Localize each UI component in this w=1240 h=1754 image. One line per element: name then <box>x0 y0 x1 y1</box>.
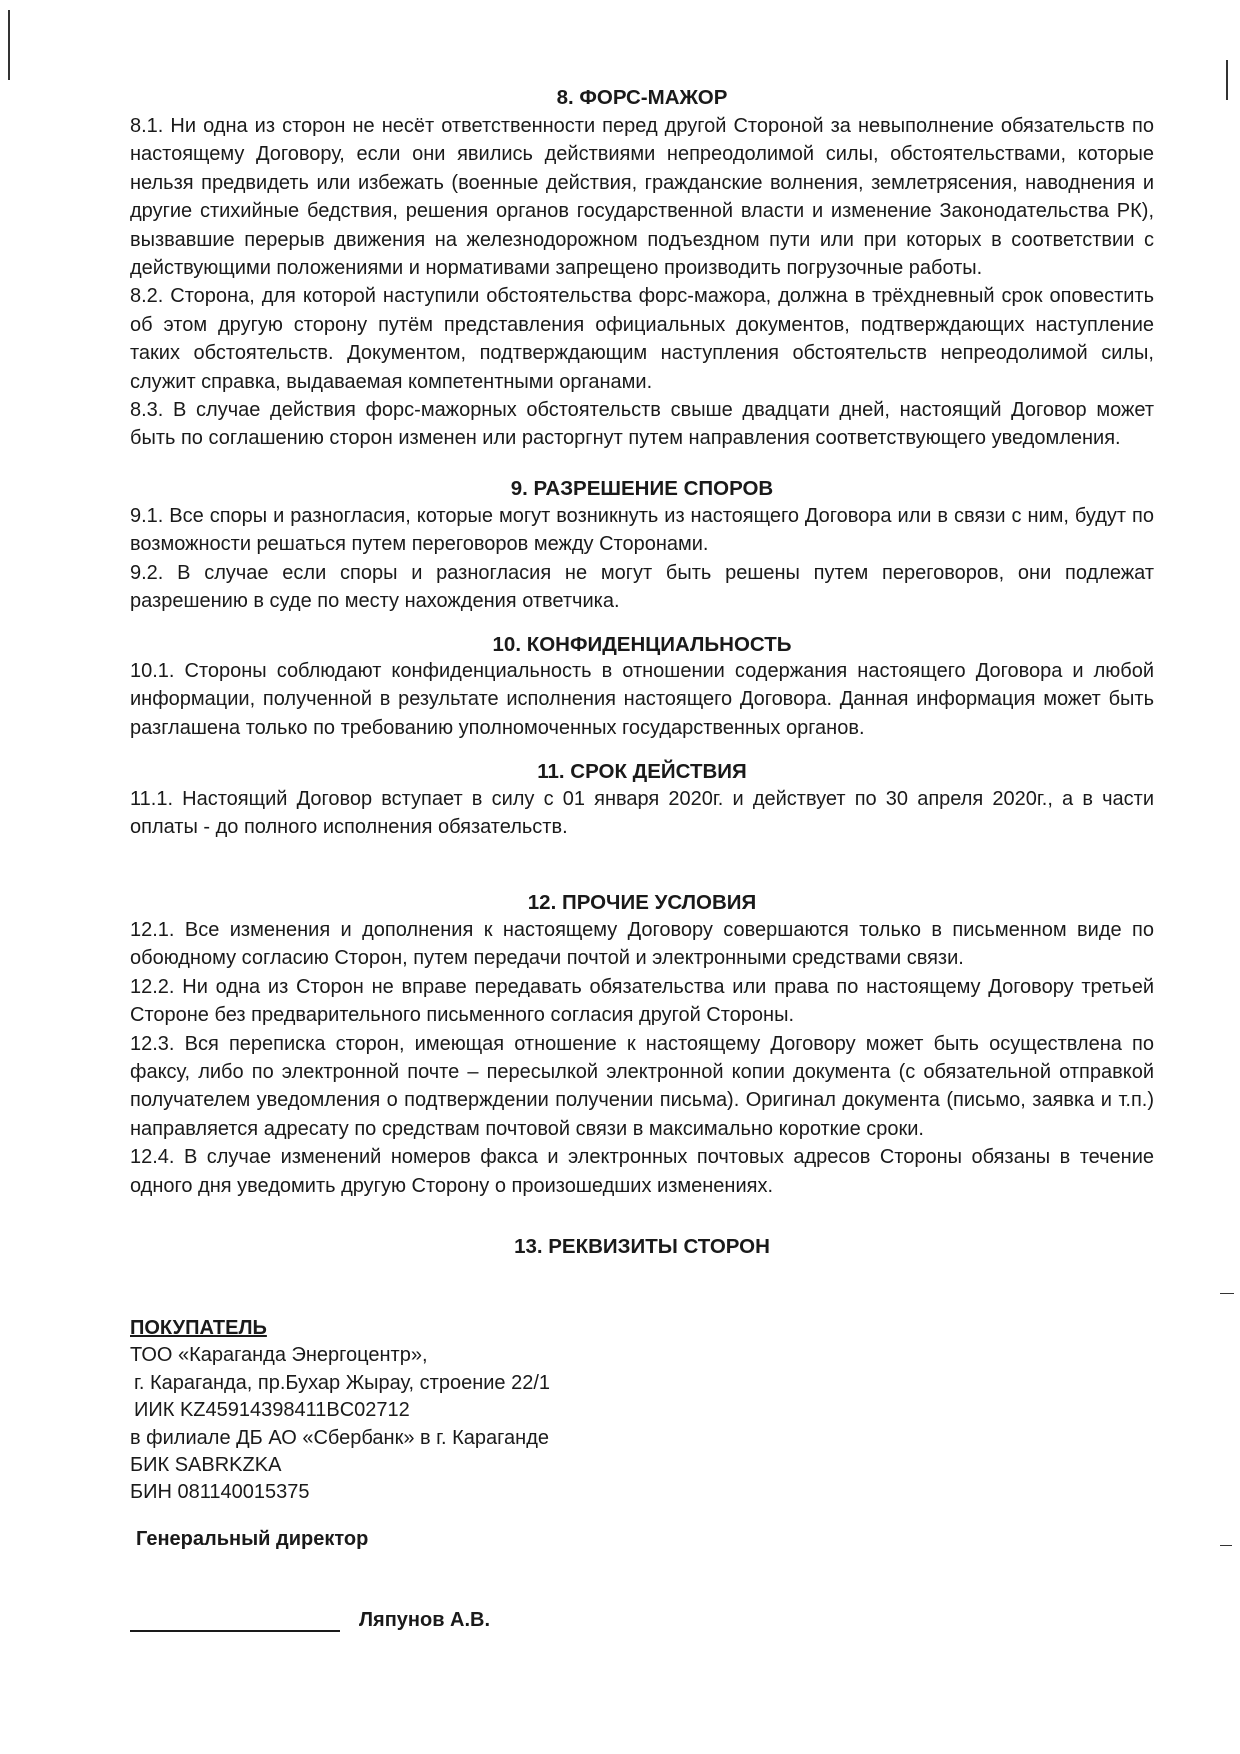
section-title-term: 11. СРОК ДЕЙСТВИЯ <box>537 760 747 783</box>
clause-12-4: 12.4. В случае изменений номеров факса и электронных почтовых адресов Стороны обязаны в течение одного дня уведомить другую Сторону о произошедших изменениях. <box>130 1146 1154 1197</box>
section-disputes-body <box>130 502 1154 616</box>
buyer-bik: БИК SABRKZKA <box>130 1454 282 1477</box>
section-title-force-majeure: 8. ФОРС-МАЖОР <box>556 86 728 109</box>
buyer-signatory: Ляпунов А.В. <box>359 1609 491 1631</box>
buyer-heading: ПОКУПАТЕЛЬ <box>130 1317 267 1339</box>
buyer-iik: ИИК KZ45914398411BC02712 <box>134 1399 410 1422</box>
clause-12-1: 12.1. Все изменения и дополнения к настоящему Договору совершаются только в письменном виде по обоюдному согласию Сторон, путем передачи почтой и электронными средствами связи. <box>130 919 1154 970</box>
clause-12-2: 12.2. Ни одна из Сторон не вправе передавать обязательства или права по настоящему Договору третьей Стороне без предварительного письменного согласия другой Стороны. <box>130 975 1154 1027</box>
buyer-company-name: ТОО «Караганда Энергоцентр», <box>130 1344 428 1367</box>
scan-edge-mark-left <box>8 10 10 80</box>
clause-11-1: 11.1. Настоящий Договор вступает в силу с 01 января 2020г. и действует по 30 апреля 2020г., а в части оплаты - до полного исполнения обязательств. <box>130 788 1154 839</box>
scan-edge-mark-right-low <box>1220 1545 1232 1546</box>
section-force-majeure-body <box>130 112 1154 453</box>
buyer-address: г. Караганда, пр.Бухар Жырау, строение 22/1 <box>134 1371 551 1394</box>
clause-12-3: 12.3. Вся переписка сторон, имеющая отношение к настоящему Договору может быть осуществлена по факсу, либо по электронной почте – пересылкой электронной копии документа (с обязательной отправкой получателем уведомления о подтверждении получении письма). Оригинал документа (письмо, заявка и т.п.) направляется адресату по средствам почтовой связи в максимально короткие сроки. <box>130 1032 1154 1140</box>
section-title-other-terms: 12. ПРОЧИЕ УСЛОВИЯ <box>527 891 757 914</box>
clause-8-2: 8.2. Сторона, для которой наступили обстоятельства форс-мажора, должна в трёхдневный срок оповестить об этом другую сторону путём представления официальных документов, подтверждающих наступление таких обстоятельств. Документом, подтверждающим наступления обстоятельств непреодолимой силы, служит справка, выдаваемая компетентными органами. <box>130 285 1154 393</box>
scan-edge-mark-right-mid <box>1220 1293 1234 1294</box>
section-title-requisites: 13. РЕКВИЗИТЫ СТОРОН <box>514 1235 770 1258</box>
clause-10-1: 10.1. Стороны соблюдают конфиденциальность в отношении содержания настоящего Договора и любой информации, полученной в результате исполнения настоящего Договора. Данная информация может быть разглашена только по требованию уполномоченных государственных органов. <box>130 660 1154 739</box>
clause-9-1: 9.1. Все споры и разногласия, которые могут возникнуть из настоящего Договора или в связи с ним, будут по возможности решаться путем переговоров между Сторонами. <box>130 505 1154 556</box>
buyer-position: Генеральный директор <box>136 1528 369 1550</box>
buyer-bin: БИН 081140015375 <box>130 1481 310 1504</box>
clause-8-3: 8.3. В случае действия форс-мажорных обстоятельств свыше двадцати дней, настоящий Договор может быть по соглашению сторон изменен или расторгнут путем направления соответствующего уведомления. <box>130 399 1154 450</box>
clause-9-2: 9.2. В случае если споры и разногласия не могут быть решены путем переговоров, они подлежат разрешению в суде по месту нахождения ответчика. <box>130 561 1154 613</box>
section-title-confidentiality: 10. КОНФИДЕНЦИАЛЬНОСТЬ <box>492 633 792 656</box>
buyer-requisites <box>130 1315 550 1507</box>
section-title-disputes: 9. РАЗРЕШЕНИЕ СПОРОВ <box>510 477 774 500</box>
clause-8-1: 8.1. Ни одна из сторон не несёт ответственности перед другой Стороной за невыполнение обязательств по настоящему Договору, если они явились действиями непреодолимой силы, обстоятельствами, которые нельзя предвидеть или избежать (военные действия, гражданские волнения, землетрясения, наводнения и другие стихийные бедствия, решения органов государственной власти и изменение Законодательства РК), вызвавшие перерыв движения на железнодорожном подъездном пути или при которых в соответствии с действующими положениями и нормативами запрещено производить погрузочные работы. <box>130 115 1154 280</box>
section-other-terms-body <box>130 916 1154 1200</box>
section-confidentiality-body <box>130 657 1154 742</box>
signature-line <box>130 1630 340 1632</box>
scan-edge-mark-right-top <box>1226 60 1228 100</box>
buyer-bank: в филиале ДБ АО «Сбербанк» в г. Караганде <box>130 1426 549 1449</box>
section-term-body <box>130 785 1154 842</box>
